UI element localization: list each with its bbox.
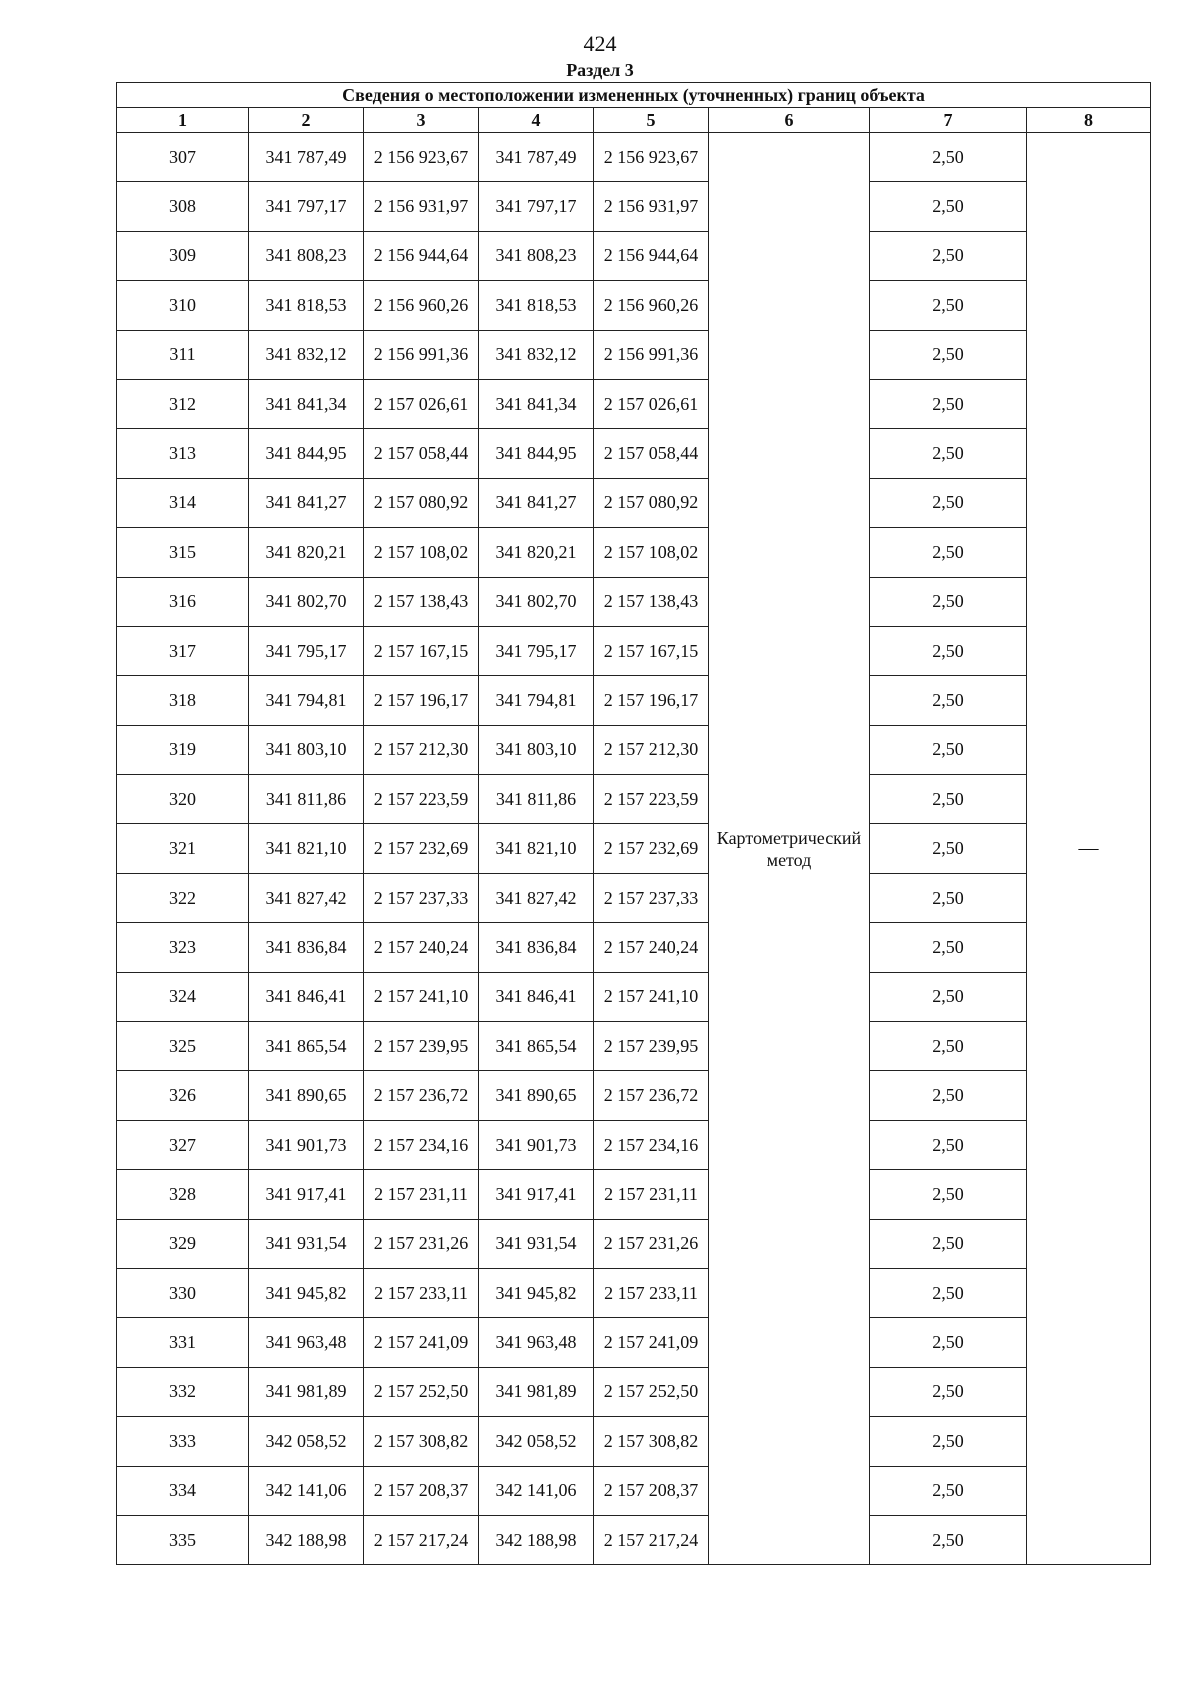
x-new-cell: 341 832,12 (479, 330, 594, 379)
table-row (117, 1120, 1151, 1169)
y-existing-cell: 2 157 080,92 (364, 478, 479, 527)
y-new-cell: 2 157 196,17 (594, 676, 709, 725)
x-new-cell: 341 890,65 (479, 1071, 594, 1120)
x-existing-cell: 341 827,42 (249, 873, 364, 922)
y-existing-cell: 2 157 308,82 (364, 1417, 479, 1466)
point-number-cell: 316 (117, 577, 249, 626)
accuracy-cell: 2,50 (870, 1466, 1027, 1515)
point-number-cell: 333 (117, 1417, 249, 1466)
table-row (117, 626, 1151, 675)
table-row (117, 133, 1151, 182)
y-existing-cell: 2 157 237,33 (364, 873, 479, 922)
accuracy-cell: 2,50 (870, 626, 1027, 675)
x-new-cell: 341 811,86 (479, 775, 594, 824)
table-row (117, 182, 1151, 231)
table-row (117, 1268, 1151, 1317)
y-existing-cell: 2 156 944,64 (364, 231, 479, 280)
x-existing-cell: 341 821,10 (249, 824, 364, 873)
accuracy-cell: 2,50 (870, 775, 1027, 824)
y-existing-cell: 2 157 236,72 (364, 1071, 479, 1120)
accuracy-cell: 2,50 (870, 577, 1027, 626)
y-new-cell: 2 156 991,36 (594, 330, 709, 379)
x-existing-cell: 342 141,06 (249, 1466, 364, 1515)
y-existing-cell: 2 157 026,61 (364, 379, 479, 428)
x-existing-cell: 341 890,65 (249, 1071, 364, 1120)
y-new-cell: 2 157 138,43 (594, 577, 709, 626)
x-new-cell: 341 945,82 (479, 1268, 594, 1317)
y-existing-cell: 2 156 923,67 (364, 133, 479, 182)
x-existing-cell: 342 188,98 (249, 1515, 364, 1564)
table-row (117, 1170, 1151, 1219)
x-new-cell: 341 818,53 (479, 281, 594, 330)
column-number: 1 (117, 108, 249, 133)
x-new-cell: 341 981,89 (479, 1367, 594, 1416)
accuracy-cell: 2,50 (870, 923, 1027, 972)
column-number: 5 (594, 108, 709, 133)
y-new-cell: 2 156 923,67 (594, 133, 709, 182)
x-new-cell: 341 820,21 (479, 528, 594, 577)
table-row (117, 281, 1151, 330)
x-new-cell: 341 963,48 (479, 1318, 594, 1367)
y-existing-cell: 2 157 212,30 (364, 725, 479, 774)
accuracy-cell: 2,50 (870, 330, 1027, 379)
x-existing-cell: 341 931,54 (249, 1219, 364, 1268)
section-title: Раздел 3 (566, 60, 634, 80)
x-existing-cell: 341 802,70 (249, 577, 364, 626)
point-number-cell: 314 (117, 478, 249, 527)
y-new-cell: 2 157 232,69 (594, 824, 709, 873)
accuracy-cell: 2,50 (870, 1170, 1027, 1219)
x-existing-cell: 341 811,86 (249, 775, 364, 824)
y-new-cell: 2 157 080,92 (594, 478, 709, 527)
column-number: 6 (709, 108, 870, 133)
table-row (117, 1219, 1151, 1268)
x-new-cell: 341 827,42 (479, 873, 594, 922)
table-row (117, 725, 1151, 774)
y-existing-cell: 2 157 108,02 (364, 528, 479, 577)
column-number: 2 (249, 108, 364, 133)
x-existing-cell: 341 803,10 (249, 725, 364, 774)
y-new-cell: 2 157 241,09 (594, 1318, 709, 1367)
point-number-cell: 319 (117, 725, 249, 774)
point-number-cell: 321 (117, 824, 249, 873)
x-existing-cell: 341 865,54 (249, 1022, 364, 1071)
point-number-cell: 312 (117, 379, 249, 428)
boundary-coordinates-table (116, 82, 1151, 1565)
point-number-cell: 334 (117, 1466, 249, 1515)
y-new-cell: 2 157 240,24 (594, 923, 709, 972)
y-new-cell: 2 157 058,44 (594, 429, 709, 478)
y-existing-cell: 2 157 231,11 (364, 1170, 479, 1219)
table-row (117, 923, 1151, 972)
accuracy-cell: 2,50 (870, 379, 1027, 428)
y-new-cell: 2 157 239,95 (594, 1022, 709, 1071)
accuracy-cell: 2,50 (870, 1120, 1027, 1169)
y-new-cell: 2 157 241,10 (594, 972, 709, 1021)
point-number-cell: 308 (117, 182, 249, 231)
point-number-cell: 317 (117, 626, 249, 675)
table-row (117, 972, 1151, 1021)
point-number-cell: 324 (117, 972, 249, 1021)
x-new-cell: 341 901,73 (479, 1120, 594, 1169)
y-existing-cell: 2 156 931,97 (364, 182, 479, 231)
table-row (117, 824, 1151, 873)
x-new-cell: 341 917,41 (479, 1170, 594, 1219)
table-row (117, 429, 1151, 478)
page-number: 424 (583, 31, 617, 56)
table-row (117, 1071, 1151, 1120)
point-number-cell: 327 (117, 1120, 249, 1169)
accuracy-cell: 2,50 (870, 528, 1027, 577)
point-number-cell: 313 (117, 429, 249, 478)
x-new-cell: 341 797,17 (479, 182, 594, 231)
y-new-cell: 2 157 236,72 (594, 1071, 709, 1120)
x-new-cell: 341 836,84 (479, 923, 594, 972)
x-existing-cell: 341 901,73 (249, 1120, 364, 1169)
accuracy-cell: 2,50 (870, 281, 1027, 330)
y-existing-cell: 2 157 223,59 (364, 775, 479, 824)
y-new-cell: 2 156 944,64 (594, 231, 709, 280)
accuracy-cell: 2,50 (870, 478, 1027, 527)
y-existing-cell: 2 157 167,15 (364, 626, 479, 675)
table-row (117, 873, 1151, 922)
y-new-cell: 2 157 308,82 (594, 1417, 709, 1466)
point-number-cell: 310 (117, 281, 249, 330)
y-existing-cell: 2 157 138,43 (364, 577, 479, 626)
point-number-cell: 311 (117, 330, 249, 379)
y-existing-cell: 2 157 208,37 (364, 1466, 479, 1515)
point-number-cell: 335 (117, 1515, 249, 1564)
table-body (117, 133, 1151, 1565)
x-existing-cell: 341 963,48 (249, 1318, 364, 1367)
y-existing-cell: 2 157 240,24 (364, 923, 479, 972)
point-number-cell: 331 (117, 1318, 249, 1367)
accuracy-cell: 2,50 (870, 972, 1027, 1021)
accuracy-cell: 2,50 (870, 133, 1027, 182)
y-existing-cell: 2 157 217,24 (364, 1515, 479, 1564)
y-new-cell: 2 157 208,37 (594, 1466, 709, 1515)
x-new-cell: 341 931,54 (479, 1219, 594, 1268)
x-existing-cell: 341 787,49 (249, 133, 364, 182)
x-existing-cell: 341 795,17 (249, 626, 364, 675)
x-new-cell: 342 188,98 (479, 1515, 594, 1564)
point-number-cell: 315 (117, 528, 249, 577)
y-existing-cell: 2 157 234,16 (364, 1120, 479, 1169)
point-number-cell: 307 (117, 133, 249, 182)
y-new-cell: 2 157 231,11 (594, 1170, 709, 1219)
x-new-cell: 341 808,23 (479, 231, 594, 280)
table-row (117, 1417, 1151, 1466)
y-new-cell: 2 157 167,15 (594, 626, 709, 675)
point-number-cell: 328 (117, 1170, 249, 1219)
y-existing-cell: 2 157 232,69 (364, 824, 479, 873)
x-existing-cell: 341 832,12 (249, 330, 364, 379)
point-number-cell: 322 (117, 873, 249, 922)
x-existing-cell: 341 820,21 (249, 528, 364, 577)
column-number: 7 (870, 108, 1027, 133)
y-existing-cell: 2 157 231,26 (364, 1219, 479, 1268)
y-new-cell: 2 156 960,26 (594, 281, 709, 330)
table-row (117, 1466, 1151, 1515)
x-new-cell: 341 841,27 (479, 478, 594, 527)
point-number-cell: 330 (117, 1268, 249, 1317)
y-existing-cell: 2 156 960,26 (364, 281, 479, 330)
accuracy-cell: 2,50 (870, 725, 1027, 774)
y-new-cell: 2 157 233,11 (594, 1268, 709, 1317)
y-new-cell: 2 157 223,59 (594, 775, 709, 824)
x-existing-cell: 341 917,41 (249, 1170, 364, 1219)
table-row (117, 478, 1151, 527)
x-new-cell: 341 803,10 (479, 725, 594, 774)
point-number-cell: 309 (117, 231, 249, 280)
y-new-cell: 2 157 234,16 (594, 1120, 709, 1169)
column-number: 4 (479, 108, 594, 133)
x-existing-cell: 341 797,17 (249, 182, 364, 231)
point-number-cell: 332 (117, 1367, 249, 1416)
y-existing-cell: 2 157 058,44 (364, 429, 479, 478)
x-new-cell: 341 787,49 (479, 133, 594, 182)
y-existing-cell: 2 157 241,10 (364, 972, 479, 1021)
y-existing-cell: 2 157 241,09 (364, 1318, 479, 1367)
y-existing-cell: 2 156 991,36 (364, 330, 479, 379)
y-new-cell: 2 157 217,24 (594, 1515, 709, 1564)
x-existing-cell: 341 808,23 (249, 231, 364, 280)
y-new-cell: 2 157 237,33 (594, 873, 709, 922)
accuracy-cell: 2,50 (870, 429, 1027, 478)
x-new-cell: 341 795,17 (479, 626, 594, 675)
table-row (117, 528, 1151, 577)
method-cell: Картометрический метод (709, 133, 870, 1565)
x-existing-cell: 341 844,95 (249, 429, 364, 478)
point-number-cell: 326 (117, 1071, 249, 1120)
accuracy-cell: 2,50 (870, 676, 1027, 725)
accuracy-cell: 2,50 (870, 873, 1027, 922)
x-new-cell: 341 802,70 (479, 577, 594, 626)
point-number-cell: 323 (117, 923, 249, 972)
x-new-cell: 341 841,34 (479, 379, 594, 428)
table-row (117, 1515, 1151, 1564)
x-new-cell: 341 844,95 (479, 429, 594, 478)
x-new-cell: 341 865,54 (479, 1022, 594, 1071)
y-new-cell: 2 157 108,02 (594, 528, 709, 577)
x-existing-cell: 342 058,52 (249, 1417, 364, 1466)
x-existing-cell: 341 841,34 (249, 379, 364, 428)
x-existing-cell: 341 846,41 (249, 972, 364, 1021)
y-existing-cell: 2 157 233,11 (364, 1268, 479, 1317)
accuracy-cell: 2,50 (870, 1367, 1027, 1416)
column-number-row (117, 108, 1151, 133)
point-number-cell: 320 (117, 775, 249, 824)
column-number: 3 (364, 108, 479, 133)
y-new-cell: 2 156 931,97 (594, 182, 709, 231)
x-new-cell: 341 846,41 (479, 972, 594, 1021)
accuracy-cell: 2,50 (870, 824, 1027, 873)
table-row (117, 330, 1151, 379)
y-existing-cell: 2 157 252,50 (364, 1367, 479, 1416)
y-new-cell: 2 157 212,30 (594, 725, 709, 774)
x-existing-cell: 341 836,84 (249, 923, 364, 972)
table-row (117, 379, 1151, 428)
accuracy-cell: 2,50 (870, 1417, 1027, 1466)
table-row (117, 1318, 1151, 1367)
x-new-cell: 341 821,10 (479, 824, 594, 873)
x-existing-cell: 341 818,53 (249, 281, 364, 330)
table-row (117, 577, 1151, 626)
column-number: 8 (1027, 108, 1151, 133)
accuracy-cell: 2,50 (870, 1219, 1027, 1268)
table-row (117, 231, 1151, 280)
accuracy-cell: 2,50 (870, 182, 1027, 231)
y-new-cell: 2 157 026,61 (594, 379, 709, 428)
y-existing-cell: 2 157 196,17 (364, 676, 479, 725)
x-existing-cell: 341 981,89 (249, 1367, 364, 1416)
table-caption: Сведения о местоположении измененных (уточненных) границ объекта (117, 83, 1151, 108)
y-new-cell: 2 157 231,26 (594, 1219, 709, 1268)
point-number-cell: 329 (117, 1219, 249, 1268)
table-row (117, 1022, 1151, 1071)
accuracy-cell: 2,50 (870, 1515, 1027, 1564)
y-new-cell: 2 157 252,50 (594, 1367, 709, 1416)
point-number-cell: 318 (117, 676, 249, 725)
x-existing-cell: 341 841,27 (249, 478, 364, 527)
x-existing-cell: 341 945,82 (249, 1268, 364, 1317)
point-number-cell: 325 (117, 1022, 249, 1071)
x-new-cell: 341 794,81 (479, 676, 594, 725)
accuracy-cell: 2,50 (870, 1318, 1027, 1367)
accuracy-cell: 2,50 (870, 1022, 1027, 1071)
table-row (117, 676, 1151, 725)
accuracy-cell: 2,50 (870, 1071, 1027, 1120)
x-existing-cell: 341 794,81 (249, 676, 364, 725)
x-new-cell: 342 141,06 (479, 1466, 594, 1515)
table-row (117, 775, 1151, 824)
accuracy-cell: 2,50 (870, 1268, 1027, 1317)
table-row (117, 1367, 1151, 1416)
accuracy-cell: 2,50 (870, 231, 1027, 280)
y-existing-cell: 2 157 239,95 (364, 1022, 479, 1071)
x-new-cell: 342 058,52 (479, 1417, 594, 1466)
description-cell: — (1027, 133, 1151, 1565)
